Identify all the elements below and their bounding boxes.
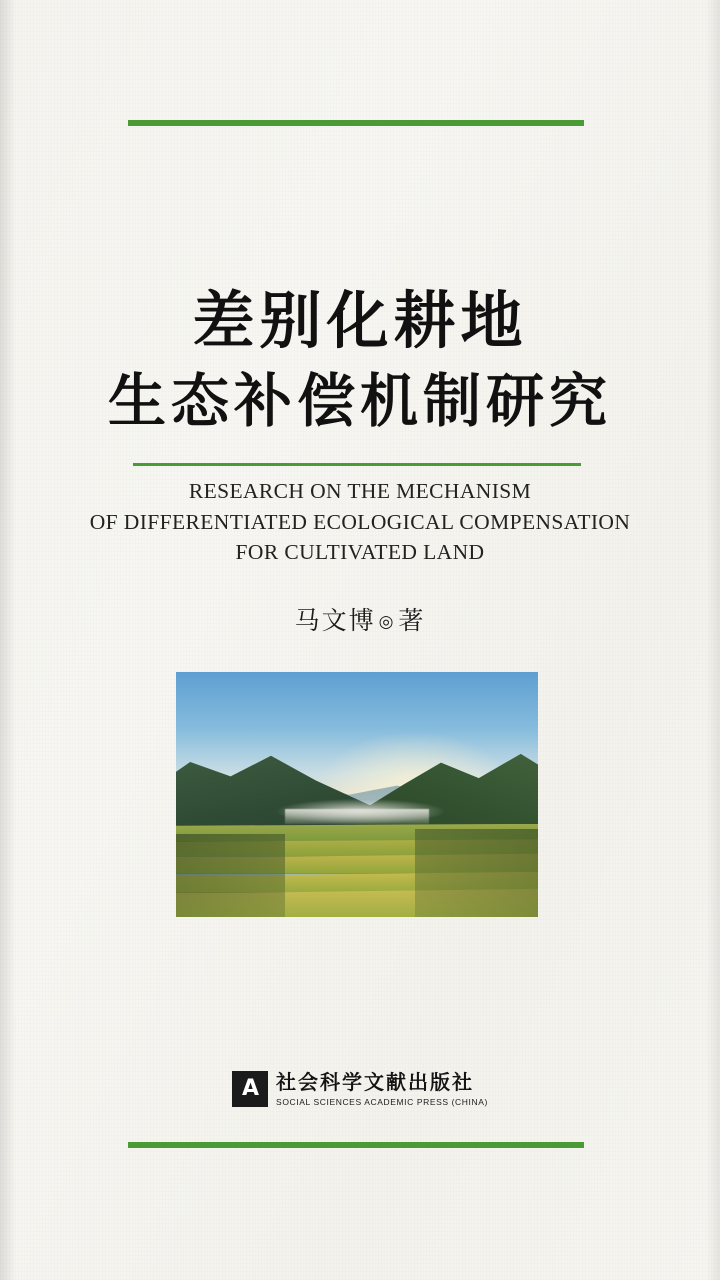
title-line-1: 差别化耕地 (192, 284, 528, 357)
author-name: 马文博 (294, 606, 376, 635)
subtitle-block (60, 476, 660, 568)
bottom-accent-rule (128, 1142, 584, 1148)
publisher-text (276, 1070, 488, 1108)
publisher-logo-icon: A (232, 1071, 268, 1107)
author-line (0, 601, 720, 637)
publisher-block (0, 1070, 720, 1108)
photo-left-field-shadow (176, 834, 285, 917)
author-mark-icon: ◎ (378, 612, 396, 632)
photo-right-field-shadow (415, 829, 538, 917)
subtitle-line-3: FOR CULTIVATED LAND (235, 540, 485, 565)
middle-accent-rule (133, 463, 581, 466)
title-line-2: 生态补偿机制研究 (107, 367, 612, 436)
author-role: 著 (398, 606, 426, 635)
subtitle-line-2: OF DIFFERENTIATED ECOLOGICAL COMPENSATION (89, 509, 631, 534)
title-block (0, 284, 720, 436)
subtitle-line-1: RESEARCH ON THE MECHANISM (188, 479, 532, 503)
publisher-name-cn: 社会科学文献出版社 (276, 1070, 475, 1094)
top-accent-rule (128, 120, 584, 126)
publisher-name-en: SOCIAL SCIENCES ACADEMIC PRESS (CHINA) (276, 1097, 488, 1107)
photo-village (285, 809, 430, 824)
cover-photo (176, 672, 538, 917)
